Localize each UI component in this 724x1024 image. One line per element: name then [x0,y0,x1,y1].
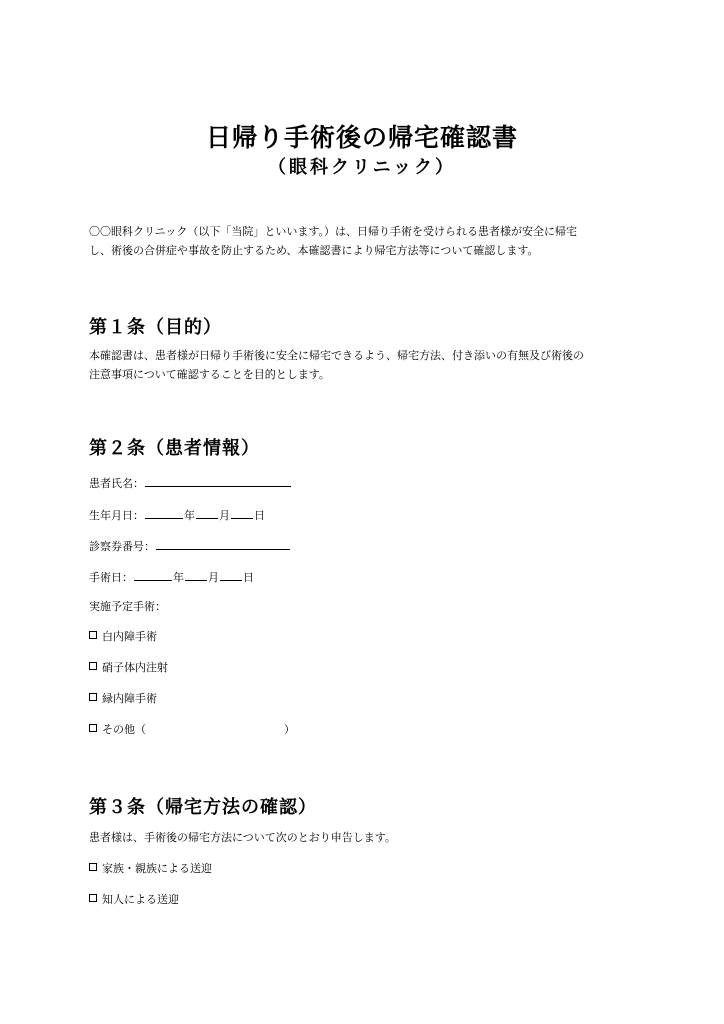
checkbox-icon[interactable] [89,693,97,701]
birthdate-month-blank[interactable] [196,506,218,519]
article1-heading: 第１条（目的） [89,317,222,338]
birthdate-month-label: 月 [219,509,230,522]
card-number-blank[interactable] [156,537,290,550]
surgery-year-label: 年 [173,571,184,584]
other-close-paren: ） [284,723,295,736]
surgery-option-label: 白内障手術 [102,630,157,643]
surgery-option-other[interactable] [89,722,295,738]
surgery-option-intravitreal[interactable] [89,660,168,676]
surgery-option-label: その他（ [102,723,146,736]
birthdate-field [89,506,265,524]
article1-line-1: 本確認書は、患者様が日帰り手術後に安全に帰宅できるよう、帰宅方法、付き添いの有無及び術後の [89,349,584,362]
return-option-family[interactable] [89,861,212,877]
surgery-day-label: 日 [243,571,254,584]
document-subtitle: （眼科クリニック） [268,157,456,178]
return-option-label: 知人による送迎 [102,893,179,906]
article2-heading: 第２条（患者情報） [89,438,260,459]
article3-intro: 患者様は、手術後の帰宅方法について次のとおり申告します。 [89,831,396,844]
checkbox-icon[interactable] [89,631,97,639]
checkbox-icon[interactable] [89,894,97,902]
surgery-month-label: 月 [208,571,219,584]
planned-surgery-label: 実施予定手術： [89,600,166,613]
intro-line-1: 〇〇眼科クリニック（以下「当院」といいます。）は、日帰り手術を受けられる患者様が安全に帰宅 [89,225,577,238]
article1-paragraph [89,346,637,384]
checkbox-icon[interactable] [89,863,97,871]
surgery-option-cataract[interactable] [89,629,157,645]
birthdate-day-blank[interactable] [231,506,253,519]
checkbox-icon[interactable] [89,724,97,732]
article1-line-2: 注意事項について確認することを目的とします。 [89,368,330,381]
birthdate-label: 生年月日： [89,509,144,522]
surgery-option-glaucoma[interactable] [89,691,157,707]
birthdate-year-label: 年 [184,509,195,522]
patient-name-field [89,474,292,492]
surgery-month-blank[interactable] [185,568,207,581]
surgery-option-label: 硝子体内注射 [102,661,168,674]
surgery-year-blank[interactable] [134,568,172,581]
patient-name-label: 患者氏名： [89,477,144,490]
surgery-option-label: 緑内障手術 [102,692,157,705]
return-option-acquaintance[interactable] [89,892,179,908]
intro-paragraph [89,222,637,260]
birthdate-year-blank[interactable] [145,506,183,519]
card-number-label: 診察券番号： [89,540,155,553]
birthdate-day-label: 日 [254,509,265,522]
intro-line-2: し、術後の合併症や事故を防止するため、本確認書により帰宅方法等について確認します。 [89,244,539,257]
card-number-field [89,537,291,555]
surgery-date-label: 手術日： [89,571,133,584]
article3-heading: 第３条（帰宅方法の確認） [89,797,317,818]
patient-name-blank[interactable] [145,474,291,487]
return-option-label: 家族・親族による送迎 [102,862,212,875]
document-title: 日帰り手術後の帰宅確認書 [205,123,518,152]
surgery-day-blank[interactable] [220,568,242,581]
surgery-date-field [89,568,254,586]
checkbox-icon[interactable] [89,662,97,670]
